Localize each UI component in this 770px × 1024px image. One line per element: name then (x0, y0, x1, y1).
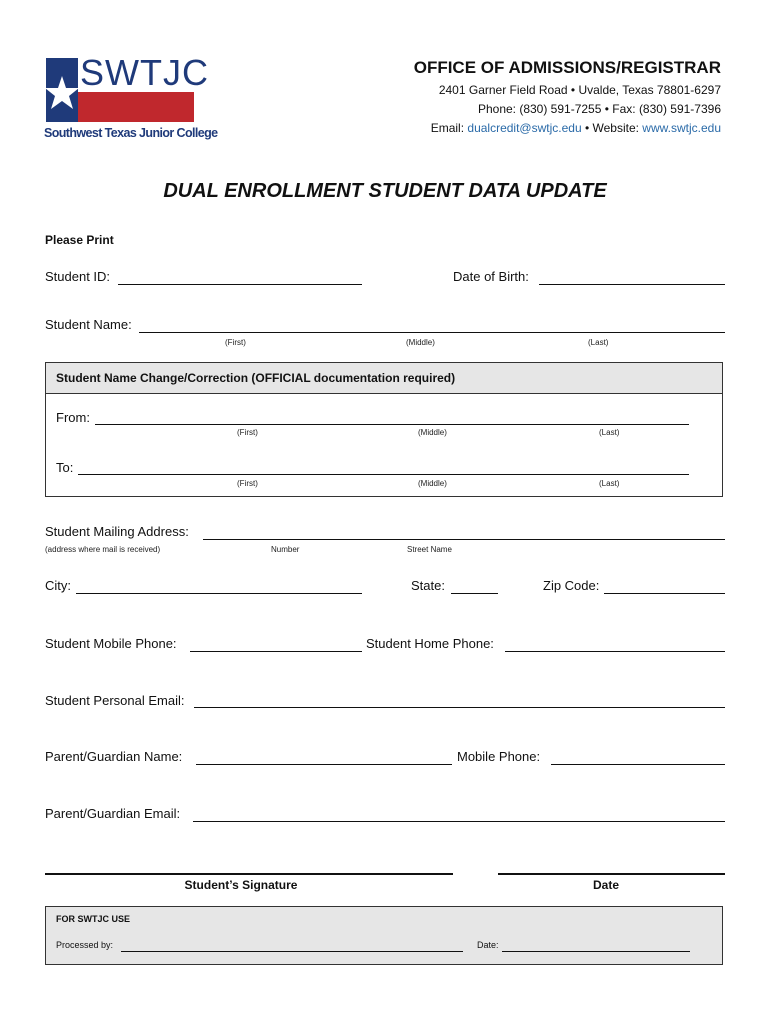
office-date-label: Date: (477, 940, 499, 950)
processed-by-label: Processed by: (56, 940, 114, 950)
processed-by-field[interactable] (121, 951, 463, 952)
home-phone-label: Student Home Phone: (366, 636, 494, 651)
mailing-address-label: Student Mailing Address: (45, 524, 189, 539)
to-first-hint: (First) (237, 479, 258, 488)
from-last-hint: (Last) (599, 428, 620, 437)
mobile-phone-field[interactable] (190, 651, 362, 652)
guardian-name-label: Parent/Guardian Name: (45, 749, 183, 764)
office-contact (431, 121, 721, 135)
guardian-mobile-field[interactable] (551, 764, 725, 765)
logo-brand: SWTJC (80, 52, 209, 93)
to-middle-hint: (Middle) (418, 479, 447, 488)
name-change-header: Student Name Change/Correction (OFFICIAL documentation required) (56, 371, 456, 385)
name-change-box (45, 362, 723, 497)
guardian-name-field[interactable] (196, 764, 452, 765)
city-field[interactable] (76, 593, 362, 594)
form-title: DUAL ENROLLMENT STUDENT DATA UPDATE (163, 180, 607, 202)
number-hint: Number (271, 545, 300, 554)
guardian-email-field[interactable] (193, 821, 725, 822)
dob-label: Date of Birth: (453, 269, 529, 284)
state-label: State: (411, 578, 445, 593)
student-name-label: Student Name: (45, 317, 132, 332)
personal-email-field[interactable] (194, 707, 725, 708)
email-link[interactable]: dualcredit@swtjc.edu (467, 121, 582, 135)
from-label: From: (56, 410, 90, 425)
email-label: Email: (430, 121, 468, 135)
from-field[interactable] (95, 424, 689, 425)
zip-label: Zip Code: (543, 578, 600, 593)
office-use-header: FOR SWTJC USE (56, 914, 131, 924)
mailing-hint: (address where mail is received) (45, 545, 161, 554)
last-hint: (Last) (588, 338, 609, 347)
street-name-hint: Street Name (407, 545, 452, 554)
student-name-field[interactable] (139, 332, 725, 333)
guardian-mobile-label: Mobile Phone: (457, 749, 541, 764)
to-label: To: (56, 460, 74, 475)
from-middle-hint: (Middle) (418, 428, 447, 437)
city-label: City: (45, 578, 71, 593)
home-phone-field[interactable] (505, 651, 725, 652)
mobile-phone-label: Student Mobile Phone: (45, 636, 177, 651)
personal-email-label: Student Personal Email: (45, 693, 185, 708)
website-link[interactable]: www.swtjc.edu (642, 121, 721, 135)
office-date-field[interactable] (502, 951, 690, 952)
student-id-label: Student ID: (45, 269, 111, 284)
student-id-field[interactable] (118, 284, 362, 285)
to-field[interactable] (78, 474, 689, 475)
guardian-email-label: Parent/Guardian Email: (45, 806, 181, 821)
office-use-box (45, 906, 723, 965)
logo-college-name: Southwest Texas Junior College (44, 126, 218, 140)
mailing-address-field[interactable] (203, 539, 725, 540)
state-field[interactable] (451, 593, 498, 594)
signature-label: Student’s Signature (184, 878, 298, 892)
zip-field[interactable] (604, 593, 725, 594)
please-print-label: Please Print (45, 233, 114, 247)
college-logo (44, 52, 218, 144)
website-label: • Website: (581, 121, 643, 135)
first-hint: (First) (225, 338, 246, 347)
to-last-hint: (Last) (599, 479, 620, 488)
dob-field[interactable] (539, 284, 725, 285)
middle-hint: (Middle) (406, 338, 435, 347)
from-first-hint: (First) (237, 428, 258, 437)
office-title: OFFICE OF ADMISSIONS/REGISTRAR (413, 58, 721, 77)
signature-date-line[interactable] (498, 873, 725, 875)
office-address: 2401 Garner Field Road • Uvalde, Texas 78801-6297 (438, 83, 721, 97)
signature-line[interactable] (45, 873, 453, 875)
office-phone: Phone: (830) 591-7255 • Fax: (830) 591-7396 (477, 102, 721, 116)
signature-date-label: Date (592, 878, 619, 892)
